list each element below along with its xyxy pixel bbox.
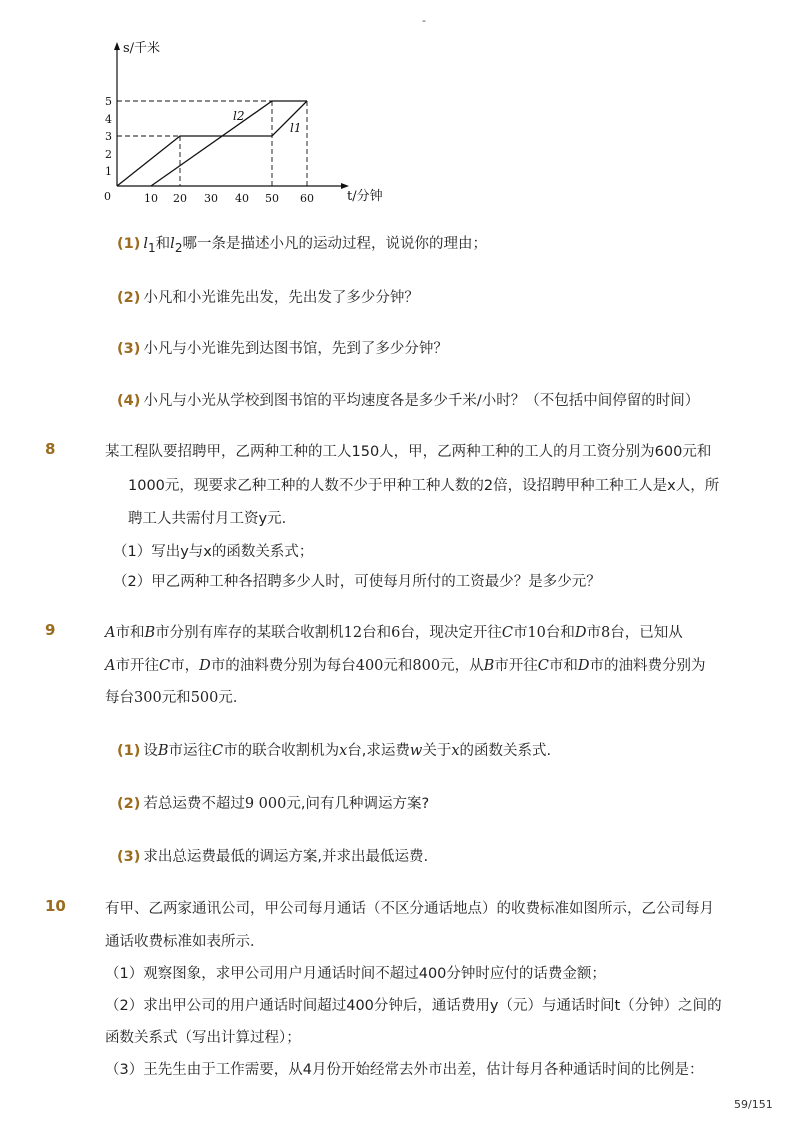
var: C: [158, 658, 171, 674]
var-l1: l: [143, 236, 148, 252]
q7-sub2-number: (2): [117, 290, 141, 306]
var: D: [199, 658, 211, 674]
text: 市: [586, 625, 602, 641]
number: 8: [601, 625, 611, 641]
text: 市的油料费分别为: [589, 658, 706, 674]
q9-sub1: [117, 739, 551, 760]
text: 设: [143, 743, 158, 759]
var: w: [409, 743, 423, 759]
q8-line3: 聘工人共需付月工资y元．: [128, 511, 297, 527]
q9-sub1-number: (1): [117, 743, 141, 759]
text: 关于: [422, 743, 452, 759]
q7-sub3: [117, 337, 448, 358]
question-number-9: 9: [45, 621, 56, 639]
text: 市开往: [115, 658, 159, 674]
text: 市和: [115, 625, 145, 641]
line-l2: [151, 101, 307, 186]
y-tick: 2: [105, 148, 112, 161]
var: C: [212, 743, 224, 759]
q7-sub3-number: (3): [117, 341, 141, 357]
subscript: 2: [174, 240, 183, 255]
var-l2: l: [170, 236, 175, 252]
text: 求出总运费最低的调运方案,并求出最低运费.: [143, 849, 429, 865]
x-tick: 20: [173, 192, 187, 205]
text: 市分别有库存的某联合收割机: [155, 625, 344, 641]
q7-sub4-number: (4): [117, 393, 141, 409]
text: 台，已知从: [610, 625, 683, 641]
q9-sub2-number: (2): [117, 796, 141, 812]
q9-line3: [105, 686, 247, 707]
text: 台和: [362, 625, 392, 641]
q8-line1: 某工程队要招聘甲，乙两种工种的工人150人，甲，乙两种工种的工人的月工资分别为600元和: [105, 444, 712, 460]
header-mark: -: [422, 14, 426, 27]
page-number: 59/151: [734, 1098, 773, 1111]
var: D: [577, 658, 590, 674]
number: 9 000: [244, 796, 287, 812]
var: B: [144, 625, 156, 641]
q10-line2: 通话收费标准如表所示．: [105, 934, 265, 950]
text: 台,求运费: [347, 743, 410, 759]
text: 和: [155, 236, 171, 252]
q7-sub4: [117, 389, 699, 410]
q9-line1: [105, 621, 683, 642]
text: 元,问有几种调运方案?: [286, 796, 430, 812]
text: 小凡与小光谁先到达图书馆，先到了多少分钟？: [143, 341, 448, 357]
text: 市和: [548, 658, 578, 674]
q9-sub3-number: (3): [117, 849, 141, 865]
text: 小凡与小光从学校到图书馆的平均速度各是多少千米/小时？（不包括中间停留的时间）: [143, 393, 700, 409]
text: 市的联合收割机为: [223, 743, 340, 759]
text: 市: [512, 625, 528, 641]
var: x: [451, 743, 460, 759]
q9-sub3: [117, 845, 428, 866]
number: 400: [355, 658, 384, 674]
q7-sub1: [117, 232, 487, 255]
y-tick: 5: [105, 95, 112, 108]
var: A: [105, 658, 116, 674]
q7-sub1-number: (1): [117, 236, 141, 252]
q9-line2: [105, 654, 706, 675]
line-l2-label: l2: [233, 109, 245, 123]
text: 的函数关系式.: [459, 743, 552, 759]
var: B: [157, 743, 169, 759]
x-tick: 60: [300, 192, 314, 205]
number: 300: [134, 690, 162, 706]
q8-part2: （2）甲乙两种工种各招聘多少人时，可使每月所付的工资最少？是多少元？: [113, 574, 601, 590]
var: D: [574, 625, 587, 641]
y-tick: 4: [105, 113, 112, 126]
text: 元．: [218, 690, 248, 706]
var: C: [501, 625, 513, 641]
y-axis-label: s/千米: [123, 41, 161, 56]
number: 500: [190, 690, 219, 706]
line-l1-label: l1: [290, 121, 302, 135]
text: 市运往: [168, 743, 212, 759]
var: B: [483, 658, 495, 674]
text: 元和: [161, 690, 191, 706]
y-axis-arrow: [114, 42, 120, 50]
q10-line1: 有甲、乙两家通讯公司，甲公司每月通话（不区分通话地点）的收费标准如图所示，乙公司每月: [105, 901, 714, 917]
q10-part2a: （2）求出甲公司的用户通话时间超过400分钟后，通话费用y（元）与通话时间t（分钟）之间的: [105, 998, 722, 1014]
x-tick: 50: [265, 192, 279, 205]
text: 市开往: [494, 658, 538, 674]
x-tick: 30: [204, 192, 218, 205]
y-tick: 3: [105, 130, 112, 143]
q9-sub2: [117, 792, 429, 813]
x-tick: 10: [144, 192, 158, 205]
q10-part3: （3）王先生由于工作需要，从4月份开始经常去外市出差，估计每月各种通话时间的比例是：: [105, 1062, 704, 1078]
text: 小凡和小光谁先出发，先出发了多少分钟？: [143, 290, 419, 306]
text: 元，从: [440, 658, 484, 674]
q8-line2: 1000元，现要求乙种工种的人数不少于甲种工种人数的2倍，设招聘甲种工种工人是x人，所: [128, 478, 720, 494]
number: 10: [527, 625, 546, 641]
q7-sub2: [117, 286, 419, 307]
text: 元和: [383, 658, 413, 674]
var: C: [537, 658, 549, 674]
text: 哪一条是描述小凡的运动过程，说说你的理由；: [182, 236, 487, 252]
number: 800: [412, 658, 441, 674]
text: 市的油料费分别为每台: [210, 658, 356, 674]
question-number-8: 8: [45, 440, 56, 458]
text: 每台: [105, 690, 134, 706]
text: 市，: [170, 658, 200, 674]
text: 台，现决定开往: [400, 625, 502, 641]
q8-part1: （1）写出y与x的函数关系式；: [113, 544, 314, 560]
number: 12: [343, 625, 363, 641]
text: 若总运费不超过: [143, 796, 245, 812]
origin-label: 0: [104, 190, 111, 203]
distance-time-graph: [95, 30, 425, 210]
var: A: [105, 625, 116, 641]
y-tick: 1: [105, 165, 112, 178]
subscript: 1: [147, 240, 156, 255]
q10-part1: （1）观察图象，求甲公司用户月通话时间不超过400分钟时应付的话费金额；: [105, 966, 606, 982]
question-number-10: 10: [45, 897, 66, 915]
text: 台和: [545, 625, 575, 641]
number: 6: [391, 625, 401, 641]
x-tick: 40: [235, 192, 249, 205]
x-axis-label: t/分钟: [347, 189, 383, 204]
q10-part2b: 函数关系式（写出计算过程）；: [105, 1030, 301, 1046]
var: x: [339, 743, 348, 759]
